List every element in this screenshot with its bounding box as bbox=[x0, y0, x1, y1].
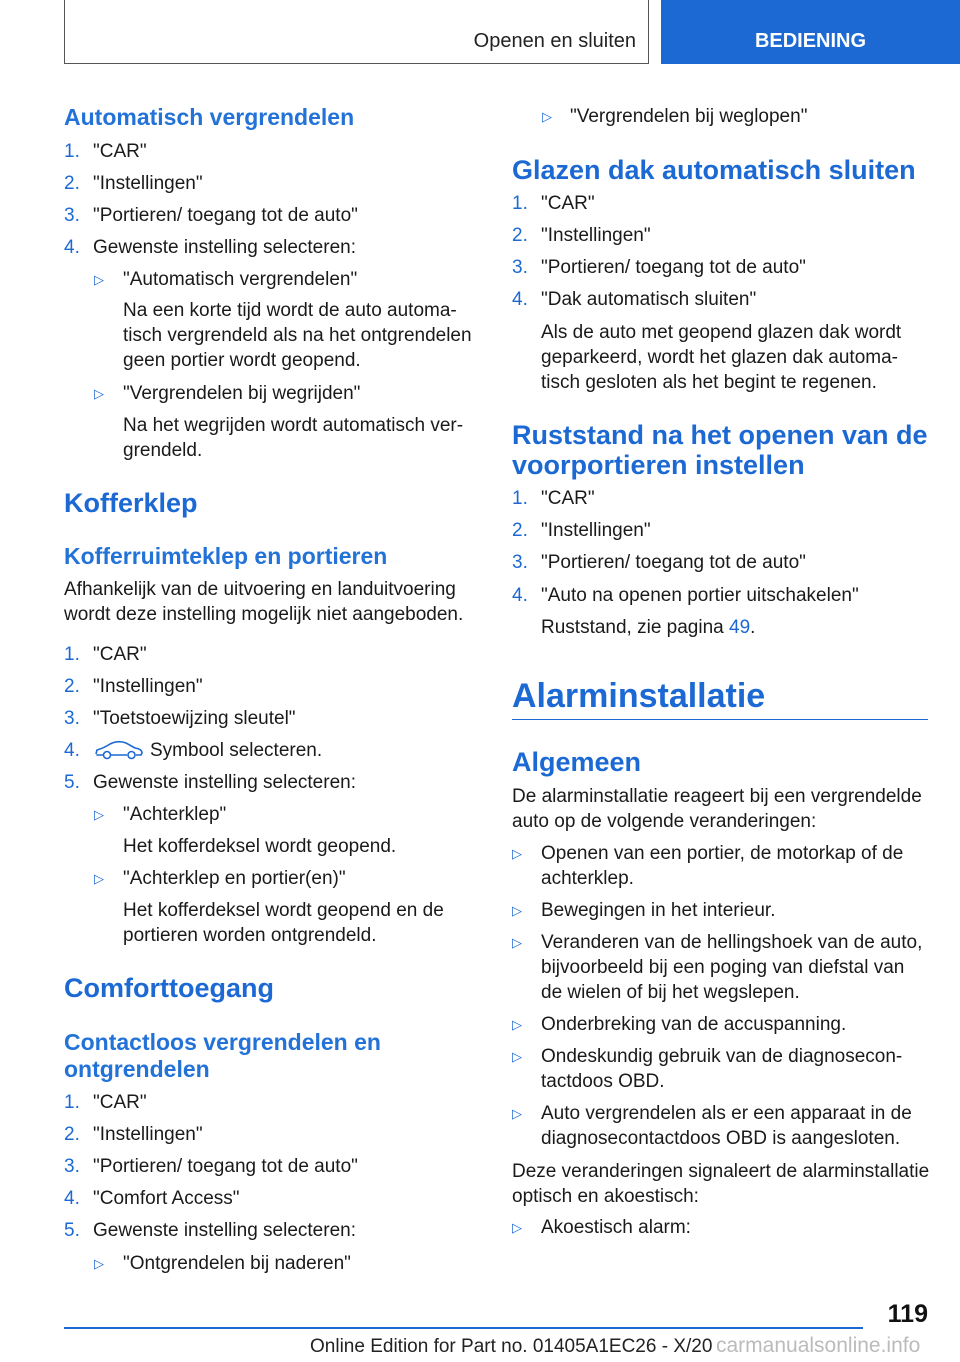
trunk-intro: Afhankelijk van de uitvoering en landuitvoering wordt deze instelling mogelijk niet aangeboden. bbox=[64, 579, 464, 625]
list-item: 1. "CAR" bbox=[64, 644, 147, 665]
general-intro: De alarminstallatie reageert bij een vergrendelde auto op de volgende veranderingen: bbox=[512, 786, 922, 832]
signal-text: Deze veranderingen signaleert de alarminstallatie optisch en akoestisch: bbox=[512, 1161, 930, 1207]
triangle-bullet-icon: ▷ bbox=[512, 1049, 522, 1064]
heading-glass-roof: Glazen dak automatisch sluiten bbox=[512, 155, 916, 185]
list-item: 3. "Toetstoewijzing sleutel" bbox=[64, 708, 296, 729]
header-chapter-title: BEDIENING bbox=[754, 30, 867, 52]
footer-edition: Online Edition for Part no. 01405A1EC26 - X/20 bbox=[310, 1336, 713, 1357]
roof-description: Als de auto met geopend glazen dak wordt geparkeerd, wordt het glazen dak automa- tisch gesloten als het begint te regenen. bbox=[541, 322, 902, 393]
triangle-bullet-icon: ▷ bbox=[512, 1220, 522, 1235]
heading-auto-lock: Automatisch vergrendelen bbox=[64, 104, 355, 130]
footer-watermark: carmanualsonline.info bbox=[716, 1334, 921, 1357]
list-item: 2. "Instellingen" bbox=[512, 225, 651, 246]
list-item: 3. "Portieren/ toegang tot de auto" bbox=[64, 1156, 358, 1177]
option-description: Het kofferdeksel wordt geopend. bbox=[123, 836, 397, 857]
section-divider bbox=[512, 719, 928, 720]
option-item: ▷ "Automatisch vergrendelen" bbox=[94, 269, 358, 290]
option-description: Na het wegrijden wordt automatisch ver- grendeld. bbox=[123, 415, 464, 461]
option-item: ▷ "Achterklep" bbox=[94, 804, 227, 825]
list-item: 4. "Auto na openen portier uitschakelen" bbox=[512, 585, 859, 606]
option-description: Het kofferdeksel wordt geopend en de portieren worden ontgrendeld. bbox=[123, 900, 444, 946]
triangle-bullet-icon: ▷ bbox=[94, 386, 104, 401]
list-item: 4. "Dak automatisch sluiten" bbox=[512, 289, 757, 310]
triangle-bullet-icon: ▷ bbox=[94, 1256, 104, 1271]
list-item: 3. "Portieren/ toegang tot de auto" bbox=[512, 552, 806, 573]
triangle-bullet-icon: ▷ bbox=[94, 807, 104, 822]
header-section-box bbox=[64, 0, 649, 64]
triangle-bullet-icon: ▷ bbox=[94, 871, 104, 886]
option-item: ▷ "Vergrendelen bij weglopen" bbox=[542, 106, 808, 127]
list-item: 2. "Instellingen" bbox=[64, 1124, 203, 1145]
triangle-bullet-icon: ▷ bbox=[512, 846, 522, 861]
page-number: 119 bbox=[887, 1300, 928, 1328]
heading-general: Algemeen bbox=[512, 747, 642, 777]
list-item: 3. "Portieren/ toegang tot de auto" bbox=[512, 257, 806, 278]
list-item: 2. "Instellingen" bbox=[512, 520, 651, 541]
list-item: 1. "CAR" bbox=[64, 1092, 147, 1113]
list-item: 2. "Instellingen" bbox=[64, 173, 203, 194]
triangle-bullet-icon: ▷ bbox=[512, 1106, 522, 1121]
list-item: 3. "Portieren/ toegang tot de auto" bbox=[64, 205, 358, 226]
triangle-bullet-icon: ▷ bbox=[512, 903, 522, 918]
list-item: 4. Gewenste instelling selecteren: bbox=[64, 237, 356, 258]
option-item: ▷ "Vergrendelen bij wegrijden" bbox=[94, 383, 361, 404]
footer-rule bbox=[64, 1327, 863, 1329]
triangle-bullet-icon: ▷ bbox=[94, 272, 104, 287]
list-item: 4. "Comfort Access" bbox=[64, 1188, 240, 1209]
option-item: ▷ "Ontgrendelen bij naderen" bbox=[94, 1253, 351, 1274]
heading-rest-state: Ruststand na het openen van de voorportieren instellen bbox=[512, 420, 928, 480]
list-item: 2. "Instellingen" bbox=[64, 676, 203, 697]
list-item: 1. "CAR" bbox=[512, 193, 595, 214]
subheading-comfort: Contactloos vergrendelen en ontgrendelen bbox=[64, 1029, 381, 1082]
option-description: Na een korte tijd wordt de auto automa- tisch vergrendeld als na het ontgrendelen geen portier wordt geopend. bbox=[123, 300, 472, 371]
triangle-bullet-icon: ▷ bbox=[512, 935, 522, 950]
header-section-title: Openen en sluiten bbox=[473, 30, 636, 52]
list-item: 5. Gewenste instelling selecteren: bbox=[64, 772, 356, 793]
list-item: 1. "CAR" bbox=[512, 488, 595, 509]
car-outline-icon bbox=[94, 739, 144, 761]
heading-alarm: Alarminstallatie bbox=[512, 677, 766, 715]
triangle-bullet-icon: ▷ bbox=[542, 109, 552, 124]
option-item: ▷ "Achterklep en portier(en)" bbox=[94, 868, 346, 889]
subheading-trunk: Kofferruimteklep en portieren bbox=[64, 543, 388, 569]
list-item: 5. Gewenste instelling selecteren: bbox=[64, 1220, 356, 1241]
header-chapter-tab bbox=[661, 0, 960, 64]
heading-trunk: Kofferklep bbox=[64, 488, 198, 518]
list-item: 1. "CAR" bbox=[64, 141, 147, 162]
page-reference-link[interactable]: 49 bbox=[729, 617, 751, 638]
rest-reference: Ruststand, zie pagina 49. bbox=[541, 617, 756, 638]
list-item: 4. Symbool selecteren. bbox=[64, 740, 323, 761]
heading-comfort: Comforttoegang bbox=[64, 973, 274, 1003]
triangle-bullet-icon: ▷ bbox=[512, 1017, 522, 1032]
